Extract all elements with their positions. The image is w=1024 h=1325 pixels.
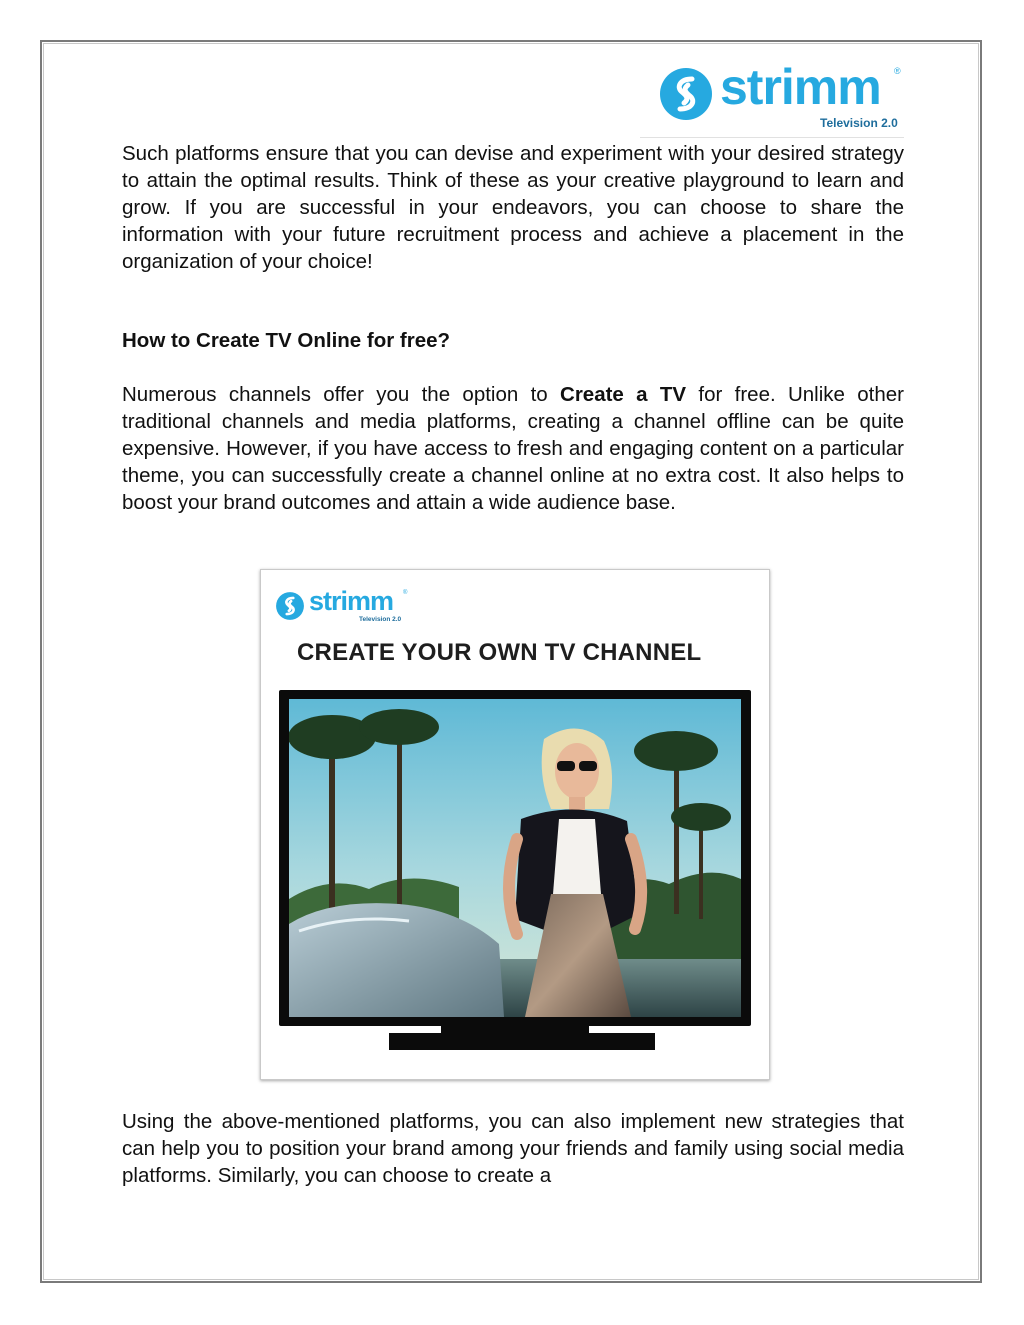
section-heading: How to Create TV Online for free? <box>122 329 451 352</box>
strimm-logo-mark-icon <box>275 591 305 621</box>
woman-in-sunglasses-photo <box>289 699 741 1017</box>
promo-title: CREATE YOUR OWN TV CHANNEL <box>297 639 702 666</box>
header-divider <box>640 137 904 138</box>
promo-logo-tagline: Television 2.0 <box>359 616 402 623</box>
document-page <box>40 40 982 1283</box>
tv-stand-base <box>389 1033 655 1050</box>
logo-registered-mark: ® <box>894 66 901 76</box>
strimm-logo-mark-icon <box>658 66 714 122</box>
paragraph-2-intro: Numerous channels offer you the option to <box>122 383 561 406</box>
strimm-logo <box>658 59 906 136</box>
create-a-tv-emphasis: Create a TV <box>560 383 687 406</box>
television-icon <box>279 690 751 1026</box>
paragraph-2-body: for free. Unlike other traditional channels and media platforms, creating a channel offline can be quite expensive. However, if you have access to fresh and engaging content on a particular theme, you can successfully create a channel online at no extra cost. It also helps to boost your brand outcomes and attain a wide audience base. <box>122 383 904 514</box>
promo-logo-wordmark: strimm <box>309 586 394 616</box>
logo-wordmark: strimm <box>720 59 881 115</box>
promo-logo-registered-mark: ® <box>403 590 408 596</box>
paragraph-3: Using the above-mentioned platforms, you can also implement new strategies that can help you to position your brand among your friends and family using social media platforms. Similarly, you can choose to create a <box>122 1110 904 1187</box>
paragraph-1: Such platforms ensure that you can devise and experiment with your desired strategy to attain the optimal results. Think of these as your creative playground to learn and grow. If you are successful in your endeavors, you can choose to share the information with your future recruitment process and achieve a placement in the organization of your choice! <box>122 142 904 273</box>
promo-image <box>260 569 770 1080</box>
paragraph-2 <box>122 381 904 516</box>
tv-screen-photo <box>289 699 741 1017</box>
logo-tagline: Television 2.0 <box>820 116 898 130</box>
promo-strimm-logo <box>275 586 415 628</box>
